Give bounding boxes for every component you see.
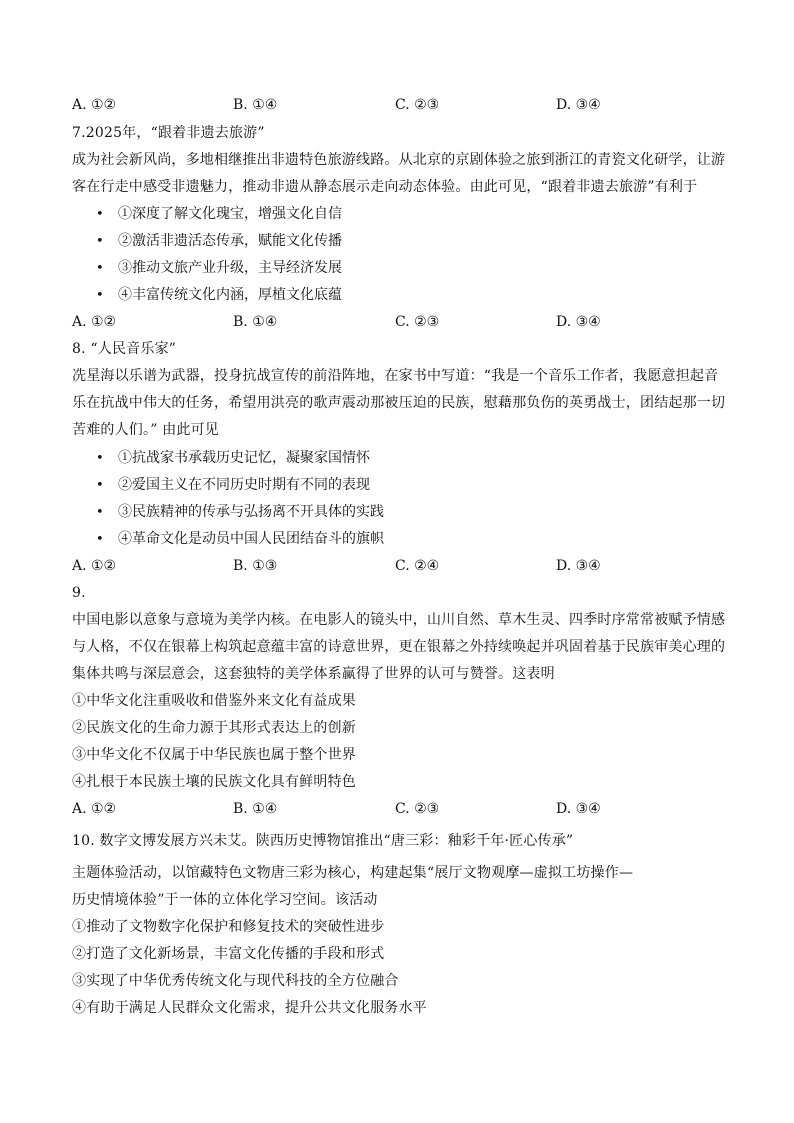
q10-title: 10. 数字文博发展方兴未艾。陕西历史博物馆推出“唐三彩：釉彩千年·匠心传承” bbox=[72, 833, 574, 849]
q8-item bbox=[96, 503, 384, 522]
q9-item: ④扎根于本民族土壤的民族文化具有鲜明特色 bbox=[72, 774, 356, 790]
q7-item bbox=[96, 205, 342, 224]
option-d[interactable]: D. ③④ bbox=[556, 801, 601, 817]
q8-stem-line: 苦难的人们。” 由此可见 bbox=[72, 422, 220, 438]
q7-stem-line: 成为社会新风尚，多地相继推出非遗特色旅游线路。从北京的京剧体验之旅到浙江的青瓷文化研学，让游 bbox=[72, 152, 726, 168]
q9-stem-line: 中国电影以意象与意境为美学内核。在电影人的镜头中，山川自然、草木生灵、四季时序常常被赋予情感 bbox=[72, 612, 726, 628]
q7-options bbox=[72, 313, 672, 331]
q8-stem-line: 乐在抗战中伟大的任务，希望用洪亮的歌声震动那被压迫的民族，慰藉那负伤的英勇战士，团结起那一切 bbox=[72, 395, 726, 411]
q8-title: 8. “人民音乐家” bbox=[72, 341, 177, 357]
q8-item bbox=[96, 449, 370, 468]
q7-item bbox=[96, 232, 342, 251]
q7-stem-line: 客在行走中感受非遗魅力，推动非遗从静态展示走向动态体验。由此可见，“跟着非遗去旅游”有利于 bbox=[72, 179, 698, 195]
q6-options bbox=[72, 96, 672, 114]
q8-stem-line: 冼星海以乐谱为武器，投身抗战宣传的前沿阵地，在家书中写道：“我是一个音乐工作者，我愿意担起音 bbox=[72, 368, 719, 384]
bullet-icon: • bbox=[96, 478, 104, 493]
q8-item bbox=[96, 530, 384, 549]
option-c[interactable]: C. ②③ bbox=[395, 801, 440, 817]
q7-title: 7.2025年，“跟着非遗去旅游” bbox=[72, 125, 265, 141]
option-d[interactable]: D. ③④ bbox=[556, 314, 601, 330]
option-c[interactable]: C. ②④ bbox=[395, 558, 440, 574]
option-d[interactable]: D. ③④ bbox=[556, 97, 601, 113]
item-text: ④丰富传统文化内涵，厚植文化底蕴 bbox=[118, 287, 342, 303]
option-b[interactable]: B. ①④ bbox=[233, 801, 278, 817]
q10-item: ④有助于满足人民群众文化需求，提升公共文化服务水平 bbox=[72, 1000, 427, 1016]
bullet-icon: • bbox=[96, 234, 104, 249]
q9-item: ②民族文化的生命力源于其形式表达上的创新 bbox=[72, 720, 356, 736]
bullet-icon: • bbox=[96, 532, 104, 547]
item-text: ①深度了解文化瑰宝，增强文化自信 bbox=[118, 206, 342, 222]
bullet-icon: • bbox=[96, 505, 104, 520]
q9-options bbox=[72, 800, 672, 818]
option-b[interactable]: B. ①③ bbox=[233, 558, 278, 574]
q9-item: ③中华文化不仅属于中华民族也属于整个世界 bbox=[72, 747, 356, 763]
q9-title: 9. bbox=[72, 585, 86, 601]
item-text: ①抗战家书承载历史记忆，凝聚家国情怀 bbox=[118, 450, 370, 466]
q9-stem-line: 集体共鸣与深层意会，这套独特的美学体系赢得了世界的认可与赞誉。这表明 bbox=[72, 666, 555, 682]
option-a[interactable]: A. ①② bbox=[72, 558, 117, 574]
q9-item: ①中华文化注重吸收和借鉴外来文化有益成果 bbox=[72, 693, 356, 709]
q9-stem-line: 与人格，不仅在银幕上构筑起意蕴丰富的诗意世界，更在银幕之外持续唤起并巩固着基于民族审美心理的 bbox=[72, 639, 726, 655]
bullet-icon: • bbox=[96, 207, 104, 222]
q7-item bbox=[96, 259, 342, 278]
bullet-icon: • bbox=[96, 261, 104, 276]
item-text: ③推动文旅产业升级，主导经济发展 bbox=[118, 260, 342, 276]
q8-options bbox=[72, 557, 672, 575]
option-d[interactable]: D. ③④ bbox=[556, 558, 601, 574]
q10-stem-line: 历史情境体验”于一体的立体化学习空间。该活动 bbox=[72, 892, 378, 908]
q10-item: ③实现了中华优秀传统文化与现代科技的全方位融合 bbox=[72, 973, 399, 989]
q10-stem-line: 主题体验活动，以馆藏特色文物唐三彩为核心，构建起集“展厅文物观摩—虚拟工坊操作— bbox=[72, 865, 634, 881]
q10-item: ②打造了文化新场景，丰富文化传播的手段和形式 bbox=[72, 946, 385, 962]
option-b[interactable]: B. ①④ bbox=[233, 97, 278, 113]
item-text: ②激活非遗活态传承，赋能文化传播 bbox=[118, 233, 342, 249]
item-text: ③民族精神的传承与弘扬离不开具体的实践 bbox=[118, 504, 384, 520]
bullet-icon: • bbox=[96, 288, 104, 303]
q8-item bbox=[96, 476, 370, 495]
q7-item bbox=[96, 286, 342, 305]
bullet-icon: • bbox=[96, 451, 104, 466]
item-text: ②爱国主义在不同历史时期有不同的表现 bbox=[118, 477, 370, 493]
option-a[interactable]: A. ①② bbox=[72, 314, 117, 330]
option-a[interactable]: A. ①② bbox=[72, 97, 117, 113]
option-c[interactable]: C. ②③ bbox=[395, 97, 440, 113]
option-c[interactable]: C. ②③ bbox=[395, 314, 440, 330]
option-a[interactable]: A. ①② bbox=[72, 801, 117, 817]
option-b[interactable]: B. ①④ bbox=[233, 314, 278, 330]
item-text: ④革命文化是动员中国人民团结奋斗的旗帜 bbox=[118, 531, 384, 547]
q10-item: ①推动了文物数字化保护和修复技术的突破性进步 bbox=[72, 919, 385, 935]
